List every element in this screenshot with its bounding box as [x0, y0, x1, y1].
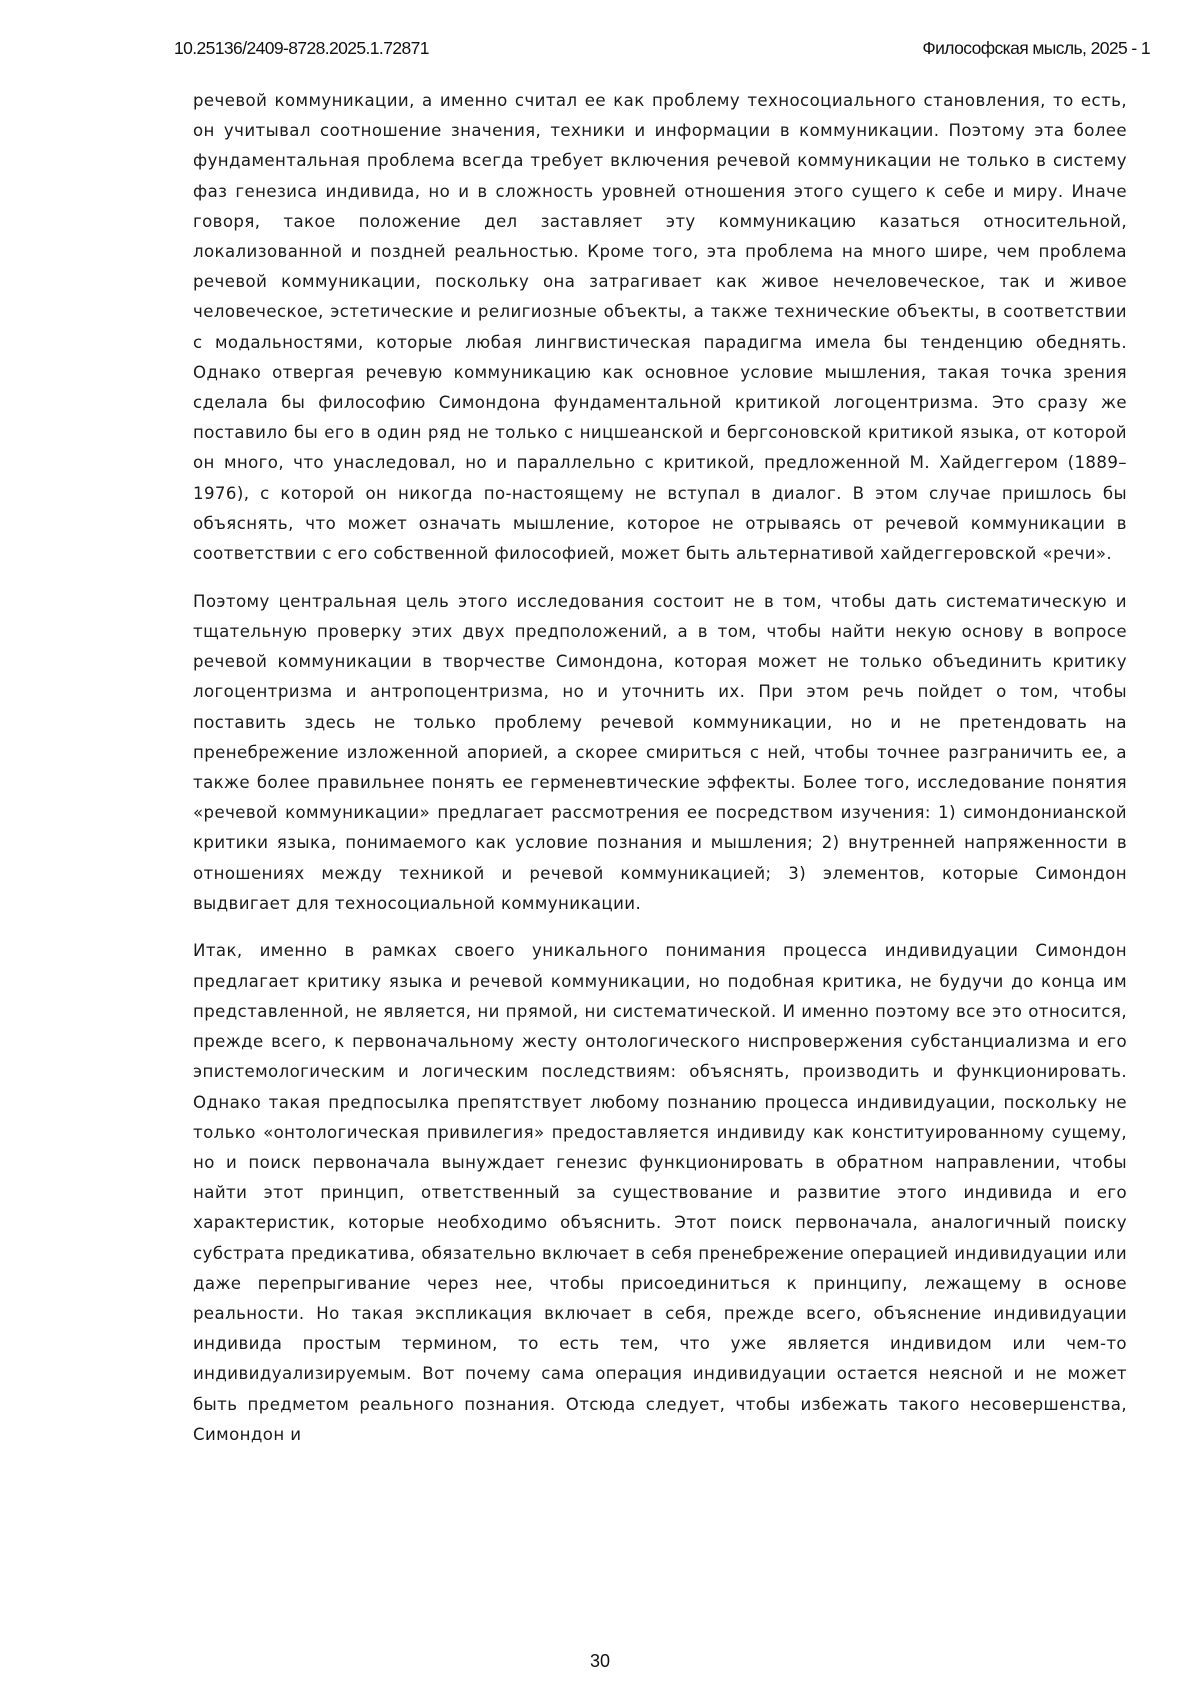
doi-text: 10.25136/2409-8728.2025.1.72871: [174, 38, 429, 59]
paragraph: Поэтому центральная цель этого исследования состоит не в том, чтобы дать систематическую и тщательную проверку этих двух предположений, а в том, чтобы найти некую основу в вопросе речевой коммуникации в творчестве Симондона, которая может не только объединить критику логоцентризма и антропоцентризма, но и уточнить их. При этом речь пойдет о том, чтобы поставить здесь не только проблему речевой коммуникации, но и не претендовать на пренебрежение изложенной апорией, а скорее смириться с ней, чтобы точнее разграничить ее, а также более правильнее понять ее герменевтические эффекты. Более того, исследование понятия «речевой коммуникации» предлагает рассмотрения ее посредством изучения: 1) симондонианской критики языка, понимаемого как условие познания и мышления; 2) внутренней напряженности в отношениях между техникой и речевой коммуникацией; 3) элементов, которые Симондон выдвигает для техносоциальной коммуникации.: [193, 587, 1127, 919]
journal-title: Философская мысль, 2025 - 1: [922, 38, 1150, 59]
paragraph: Итак, именно в рамках своего уникального понимания процесса индивидуации Симондон предлагает критику языка и речевой коммуникации, но подобная критика, не будучи до конца им представленной, не является, ни прямой, ни систематической. И именно поэтому все это относится, прежде всего, к первоначальному жесту онтологического ниспровержения субстанциализма и его эпистемологическим и логическим последствиям: объяснять, производить и функционировать. Однако такая предпосылка препятствует любому познанию процесса индивидуации, поскольку не только «онтологическая привилегия» предоставляется индивиду как конституированному сущему, но и поиск первоначала вынуждает генезис функционировать в обратном направлении, чтобы найти этот принцип, ответственный за существование и развитие этого индивида и его характеристик, которые необходимо объяснить. Этот поиск первоначала, аналогичный поиску субстрата предикатива, обязательно включает в себя пренебрежение операцией индивидуации или даже перепрыгивание через нее, чтобы присоединиться к принципу, лежащему в основе реальности. Но такая экспликация включает в себя, прежде всего, объяснение индивидуации индивида простым термином, то есть тем, что уже является индивидом или чем-то индивидуализируемым. Вот почему сама операция индивидуации остается неясной и не может быть предметом реального познания. Отсюда следует, чтобы избежать такого несовершенства, Симондон и: [193, 936, 1127, 1449]
article-body: [193, 86, 1127, 1467]
page-number: 30: [0, 1651, 1200, 1672]
paragraph: речевой коммуникации, а именно считал ее как проблему техносоциального становления, то есть, он учитывал соотношение значения, техники и информации в коммуникации. Поэтому эта более фундаментальная проблема всегда требует включения речевой коммуникации не только в систему фаз генезиса индивида, но и в сложность уровней отношения этого сущего к себе и миру. Иначе говоря, такое положение дел заставляет эту коммуникацию казаться относительной, локализованной и поздней реальностью. Кроме того, эта проблема на много шире, чем проблема речевой коммуникации, поскольку она затрагивает как живое нечеловеческое, так и живое человеческое, эстетические и религиозные объекты, а также технические объекты, в соответствии с модальностями, которые любая лингвистическая парадигма имела бы тенденцию обеднять. Однако отвергая речевую коммуникацию как основное условие мышления, такая точка зрения сделала бы философию Симондона фундаментальной критикой логоцентризма. Это сразу же поставило бы его в один ряд не только с ницшеанской и бергсоновской критикой языка, от которой он много, что унаследовал, но и параллельно с критикой, предложенной М. Хайдеггером (1889–1976), с которой он никогда по-настоящему не вступал в диалог. В этом случае пришлось бы объяснять, что может означать мышление, которое не отрываясь от речевой коммуникации в соответствии с его собственной философией, может быть альтернативой хайдеггеровской «речи».: [193, 86, 1127, 569]
page-header: [174, 38, 1150, 62]
